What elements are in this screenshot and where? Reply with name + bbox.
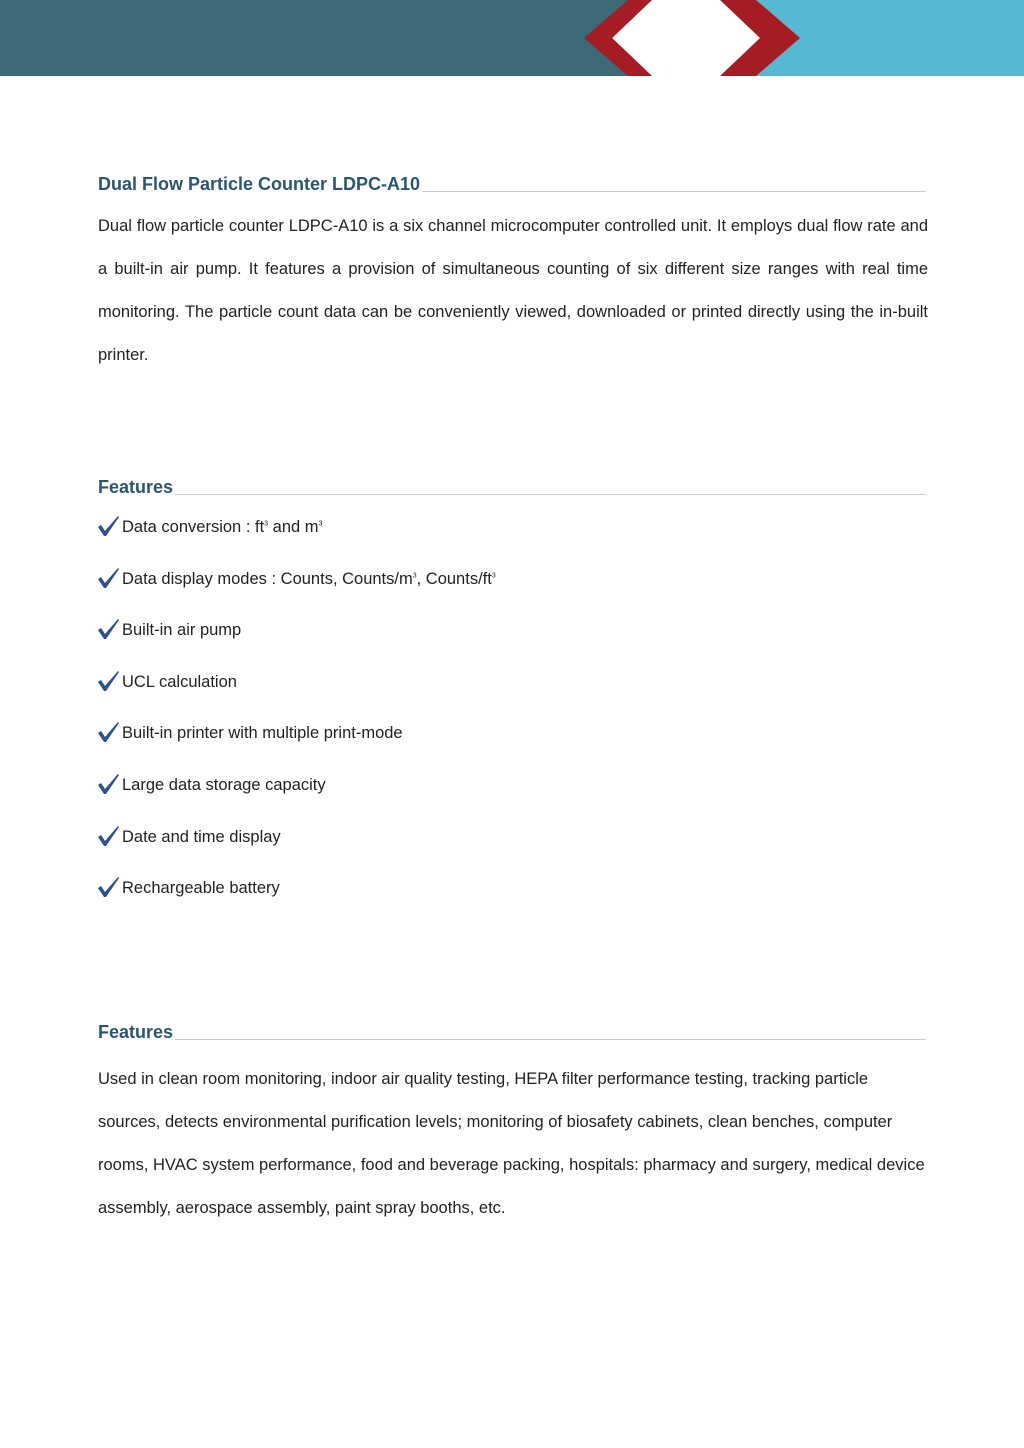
checkmark-icon xyxy=(96,617,120,641)
feature-text: UCL calculation xyxy=(122,672,237,691)
feature-text: Large data storage capacity xyxy=(122,775,326,794)
feature-item xyxy=(96,716,926,768)
applications-divider xyxy=(175,1039,926,1040)
features-heading xyxy=(98,477,926,498)
checkmark-icon xyxy=(96,566,120,590)
feature-item xyxy=(96,768,926,820)
header-banner xyxy=(0,0,1024,76)
checkmark-icon xyxy=(96,514,120,538)
feature-item xyxy=(96,510,926,562)
intro-divider xyxy=(422,191,926,192)
checkmark-icon xyxy=(96,669,120,693)
feature-item xyxy=(96,871,926,923)
applications-heading xyxy=(98,1022,926,1043)
feature-text: Data display modes : Counts, Counts/$m^3$, Counts/$ft^3$ xyxy=(122,569,496,588)
features-title: Features xyxy=(98,477,174,497)
checkmark-icon xyxy=(96,772,120,796)
features-list xyxy=(96,510,926,923)
intro-heading xyxy=(98,174,926,195)
features-divider xyxy=(175,494,926,495)
intro-title: Dual Flow Particle Counter LDPC-A10 xyxy=(98,174,421,194)
checkmark-icon xyxy=(96,875,120,899)
checkmark-icon xyxy=(96,824,120,848)
feature-text: Built-in printer with multiple print-mode xyxy=(122,724,403,743)
feature-item xyxy=(96,820,926,872)
feature-text: Data conversion : $ft^3$ and $m^3$ xyxy=(122,518,323,536)
intro-paragraph: Dual flow particle counter LDPC-A10 is a six channel microcomputer controlled unit. It employs dual flow rate and a built-in air pump. It features a provision of simultaneous counting of six different size ranges with real time monitoring. The particle count data can be conveniently viewed, downloaded or printed directly using the in-built printer. xyxy=(98,217,928,364)
feature-item xyxy=(96,613,926,665)
checkmark-icon xyxy=(96,720,120,744)
applications-title: Features xyxy=(98,1022,174,1042)
feature-text: Built-in air pump xyxy=(122,621,242,640)
feature-text: Date and time display xyxy=(122,827,281,846)
feature-item xyxy=(96,665,926,717)
feature-item xyxy=(96,562,926,614)
feature-text: Rechargeable battery xyxy=(122,879,280,898)
applications-paragraph: Used in clean room monitoring, indoor air quality testing, HEPA filter performance testing, tracking particle sources, detects environmental purification levels; monitoring of biosafety cabinets, clean benches, computer rooms, HVAC system performance, food and beverage packing, hospitals: pharmacy and surgery, medical device assembly, aerospace assembly, paint spray booths, etc. xyxy=(98,1070,925,1217)
